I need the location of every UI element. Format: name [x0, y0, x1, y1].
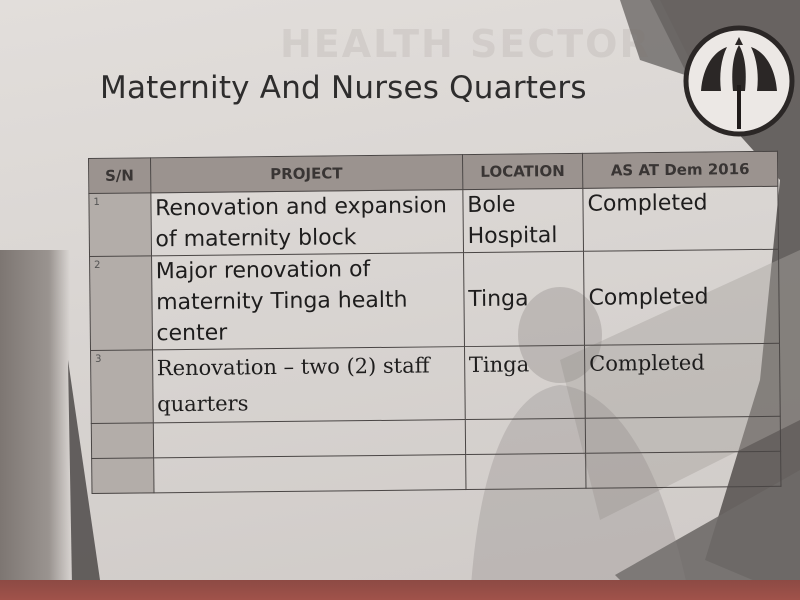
header-sn: S/N — [89, 158, 151, 194]
row-location — [465, 418, 586, 454]
table-row — [89, 186, 779, 256]
row-project — [153, 420, 466, 458]
header-status: AS AT Dem 2016 — [582, 151, 777, 188]
row-status — [585, 416, 780, 453]
row-location: Tinga — [463, 251, 584, 346]
row-sn: 1 — [89, 193, 151, 257]
row-location: Tinga — [464, 345, 585, 419]
slide-title: Maternity And Nurses Quarters — [100, 70, 587, 106]
row-status: Completed — [584, 249, 780, 345]
row-sn: 2 — [90, 256, 153, 351]
row-project: Renovation and expansion of maternity block — [150, 190, 463, 256]
row-status: Completed — [583, 186, 779, 251]
watermark-text: HEALTH SECTOR — [280, 22, 651, 66]
row-location: Bole Hospital — [463, 188, 584, 252]
header-project: PROJECT — [150, 155, 463, 193]
row-sn — [91, 423, 153, 459]
table-row — [91, 343, 781, 423]
row-status: Completed — [584, 343, 780, 418]
table-row — [92, 451, 781, 493]
row-project: Renovation – two (2) staff quarters — [152, 347, 465, 423]
row-status — [586, 451, 781, 488]
row-project — [153, 455, 466, 493]
row-sn: 3 — [91, 350, 153, 424]
row-location — [465, 453, 586, 489]
projects-table — [88, 151, 782, 508]
row-project: Major renovation of maternity Tinga health center — [151, 253, 464, 350]
header-location: LOCATION — [462, 153, 583, 189]
bottom-strip — [0, 580, 800, 600]
row-sn — [92, 458, 154, 494]
umbrella-icon — [683, 25, 795, 137]
table-row — [90, 249, 780, 350]
